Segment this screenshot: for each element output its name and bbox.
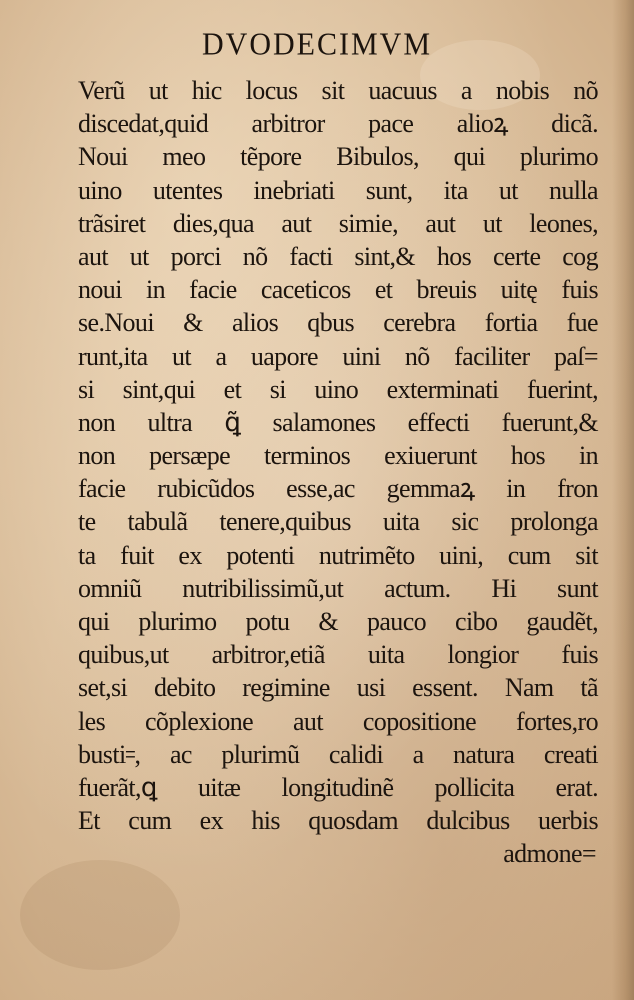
text-line: aut ut porci nõ facti sint,& hos certe cog: [78, 241, 598, 271]
catchword: admone=: [503, 839, 596, 869]
text-line: te tabulã tenere,quibus uita sic prolonga: [78, 507, 598, 537]
paper-stain: [20, 860, 180, 970]
text-line: omniũ nutribilissimũ,ut actum. Hi sunt: [78, 573, 598, 603]
text-line: Et cum ex his quosdam dulcibus uerbis: [78, 806, 598, 836]
text-line: Verũ ut hic locus sit uacuus a nobis nõ: [78, 76, 598, 105]
text-line: ta fuit ex potenti nutrimẽto uini, cum sit: [78, 540, 598, 570]
text-line: quibus,ut arbitror,etiã uita longior fuis: [78, 640, 598, 670]
text-line: set,si debito regimine usi essent. Nam tã: [78, 673, 598, 703]
text-line: busti꞊, ac plurimũ calidi a natura creati: [78, 739, 598, 769]
running-header: DVODECIMVM: [202, 27, 432, 62]
text-line: fuerãt,ꝗ uitæ longitudinẽ pollicita erat.: [78, 772, 598, 802]
text-line: non persæpe terminos exiuerunt hos in: [78, 441, 598, 471]
text-line: discedat,quid arbitror pace alioꝝ dicã.: [78, 109, 598, 139]
text-line: runt,ita ut a uapore uini nõ faciliter paſ=: [78, 341, 598, 371]
text-line: les cõplexione aut copositione fortes,ro: [78, 706, 598, 736]
body-text: [78, 74, 598, 871]
text-line: trãsiret dies,qua aut simie, aut ut leones,: [78, 208, 598, 238]
text-line: noui in facie caceticos et breuis uitę fuis: [78, 275, 598, 305]
text-line: facie rubicũdos esse,ac gemmaꝝ in fron: [78, 474, 598, 504]
text-line: non ultra ꝗ̃ salamones effecti fuerunt,&: [78, 407, 598, 437]
page-gutter-shadow: [612, 0, 634, 1000]
text-line: se.Noui & alios qbus cerebra fortia fue: [78, 308, 598, 338]
text-line: qui plurimo potu & pauco cibo gaudẽt,: [78, 607, 598, 636]
text-line: uino utentes inebriati sunt, ita ut nulla: [78, 175, 598, 205]
text-line: Noui meo tẽpore Bibulos, qui plurimo: [78, 142, 598, 172]
text-line: si sint,qui et si uino exterminati fuerint,: [78, 374, 598, 404]
